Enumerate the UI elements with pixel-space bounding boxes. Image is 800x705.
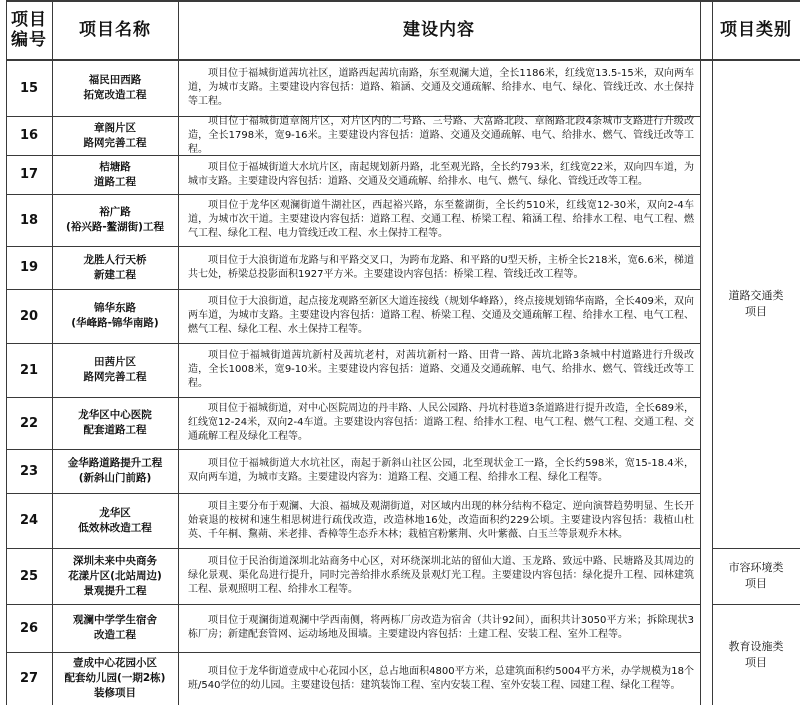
row-number: 20 bbox=[19, 308, 39, 324]
project-content bbox=[178, 493, 700, 548]
project-content-text: 项目位于龙华区观澜街道牛湖社区，西起裕兴路，东至鳌湖街，全长约510米，红线宽12-30米，双向2-4车道，为城市次干道。主要建设内容包括：道路工程、交通工程、桥梁工程、箱涵工程、给排水工程、电气工程、燃气工程、绿化工程、电力管线迁改工程、水土保持工程等。 bbox=[188, 200, 694, 239]
project-content-text: 项目位于福城街道大水坑片区，南起规划新丹路，北至观光路，全长约793米，红线宽22米，双向四车道，为城市支路。主要建设内容包括：道路、交通及交通疏解、给排水、电气、燃气、绿化、管线迁改等工程。 bbox=[188, 161, 694, 187]
project-content bbox=[178, 397, 700, 449]
project-content bbox=[178, 652, 700, 705]
category-education-facility: 教育设施类 项目 bbox=[728, 639, 784, 669]
row-number: 23 bbox=[19, 463, 39, 479]
project-content bbox=[178, 246, 700, 289]
project-content-text: 项目位于福城街道茜坑新村及茜坑老村，对茜坑新村一路、田背一路、茜坑北路3条城中村道路进行升级改造，全长1008米，宽9-10米。主要建设内容包括：道路、交通及交通疏解、电气、给排水、燃气、管线迁改等工程。 bbox=[188, 350, 694, 389]
row-number: 15 bbox=[19, 80, 39, 96]
project-name: 章阁片区 路网完善工程 bbox=[83, 121, 147, 149]
project-content bbox=[178, 60, 700, 116]
project-content-text: 项目主要分布于观澜、大浪、福城及观湖街道，对区域内出现的林分结构不稳定、逆向演替趋势明显、生长开始衰退的桉树和速生相思树进行疏伐改造，改造林地16处，改造面积约229公顷。主要建设内容包括：栽植山杜英、千年桐、黧蒴、米老排、香樟等生态乔木林；栽植宫粉紫荆、火叶紫薇、白玉兰等景观乔木林。 bbox=[188, 500, 694, 540]
project-name: 桔塘路 道路工程 bbox=[94, 160, 136, 188]
project-content-text: 项目位于福城街道章阁片区，对片区内的二号路、三号路、大富路北段、章阁路北段4条城市支路进行升级改造，全长1798米，宽9-16米。主要建设内容包括：道路、交通及交通疏解、电气、给排水、燃气、管线迁改等工程。 bbox=[188, 115, 694, 155]
project-name: 田茜片区 路网完善工程 bbox=[83, 356, 147, 383]
project-content-text: 项目位于观澜街道观澜中学西南侧，将两栋厂房改造为宿舍（共计92间），面积共计3050平方米；拆除现状3栋厂房；新建配套管网、运动场地及围墙。主要建设内容包括：土建工程、安装工程、室外工程等。 bbox=[188, 615, 694, 640]
header-content: 建设内容 bbox=[403, 20, 475, 40]
row-number: 21 bbox=[19, 362, 39, 378]
header-no: 项目 编号 bbox=[11, 10, 47, 50]
row-number: 17 bbox=[19, 167, 39, 182]
project-content-text: 项目位于福城街道，对中心医院周边的丹丰路、人民公园路、丹坑村巷道3条道路进行提升改造，全长689米，红线宽12-24米，双向2-4车道。主要建设内容包括：道路工程、给排水工程、电气工程、燃气工程、交通工程、交通疏解工程及绿化工程等。 bbox=[188, 403, 694, 442]
row-number: 24 bbox=[19, 513, 39, 528]
project-content-text: 项目位于福城街道大水坑社区，南起于新斜山社区公园，北至现状金工一路，全长约598米，宽15-18.4米，双向两车道，为城市支路。主要建设内容为：道路工程、交通工程、给排水工程、绿化工程等。 bbox=[188, 458, 694, 483]
project-name: 龙华区 低效林改造工程 bbox=[78, 506, 152, 534]
category-city-environment: 市容环境类 项目 bbox=[728, 561, 784, 590]
project-name: 深圳未来中央商务 花漾片区(北站周边) 景观提升工程 bbox=[68, 554, 162, 597]
project-content-text: 项目位于民治街道深圳北站商务中心区，对环绕深圳北站的留仙大道、玉龙路、致远中路、民塘路及其周边的绿化景观、渠化岛进行提升，同时完善给排水系统及景观灯光工程。主要建设内容包括：绿化提升工程、园林建筑工程、景观照明工程、给排水工程等。 bbox=[188, 556, 694, 595]
grid-vline bbox=[700, 0, 701, 705]
project-content bbox=[178, 194, 700, 246]
project-content bbox=[178, 548, 700, 604]
project-name: 裕广路 (裕兴路-鳌湖街)工程 bbox=[66, 206, 164, 233]
project-content-text: 项目位于大浪街道，起点接龙观路至新区大道连接线（规划华峰路），终点接规划锦华南路，全长409米，双向两车道，为城市支路。主要建设内容包括：道路工程、桥梁工程、交通及交通疏解工程、给排水工程、电气工程、燃气工程、绿化工程、水土保持工程等。 bbox=[188, 296, 694, 335]
row-number: 27 bbox=[19, 671, 39, 686]
project-content bbox=[178, 116, 700, 155]
project-name: 锦华东路 (华峰路-锦华南路) bbox=[71, 302, 159, 329]
header-name: 项目名称 bbox=[79, 20, 151, 40]
row-number: 26 bbox=[19, 620, 39, 636]
row-number: 18 bbox=[19, 212, 39, 228]
project-name: 龙华区中心医院 配套道路工程 bbox=[78, 409, 152, 436]
project-content bbox=[178, 343, 700, 397]
project-content bbox=[178, 604, 700, 652]
project-content-text: 项目位于大浪街道布龙路与和平路交叉口，为跨布龙路、和平路的U型天桥，主桥全长218米，宽6.6米，梯道共七处，桥梁总投影面积1927平方米。主要建设内容包括：桥梁工程、管线迁改工程等。 bbox=[188, 254, 694, 280]
project-name: 壹成中心花园小区 配套幼儿园(一期2栋) 装修项目 bbox=[64, 657, 166, 699]
project-name: 龙胜人行天桥 新建工程 bbox=[83, 253, 147, 281]
project-content bbox=[178, 289, 700, 343]
row-number: 16 bbox=[19, 128, 39, 143]
row-number: 22 bbox=[19, 415, 39, 431]
row-number: 19 bbox=[19, 260, 39, 275]
project-content bbox=[178, 449, 700, 493]
project-name: 观澜中学学生宿舍 改造工程 bbox=[73, 614, 157, 641]
project-content-text: 项目位于龙华街道壹成中心花园小区，总占地面积4800平方米，总建筑面积约5004平方米，办学规模为18个班/540学位的幼儿园。主要建设包括：建筑装饰工程、室内安装工程、室外安装工程、园建工程、绿化工程等。 bbox=[188, 665, 694, 691]
project-content bbox=[178, 155, 700, 194]
project-content-text: 项目位于福城街道茜坑社区，道路西起茜坑南路，东至观澜大道，全长1186米，红线宽13.5-15米，双向两车道，为城市支路。主要建设内容包括：道路、箱涵、交通及交通疏解、给排水、电气、绿化、管线迁改、水土保持等工程。 bbox=[188, 68, 694, 107]
category-road-traffic: 道路交通类 项目 bbox=[728, 289, 784, 318]
project-name: 福民田西路 拓宽改造工程 bbox=[83, 74, 147, 101]
header-category: 项目类别 bbox=[720, 20, 792, 40]
project-name: 金华路道路提升工程 (新斜山门前路) bbox=[67, 457, 163, 484]
row-number: 25 bbox=[19, 568, 39, 584]
